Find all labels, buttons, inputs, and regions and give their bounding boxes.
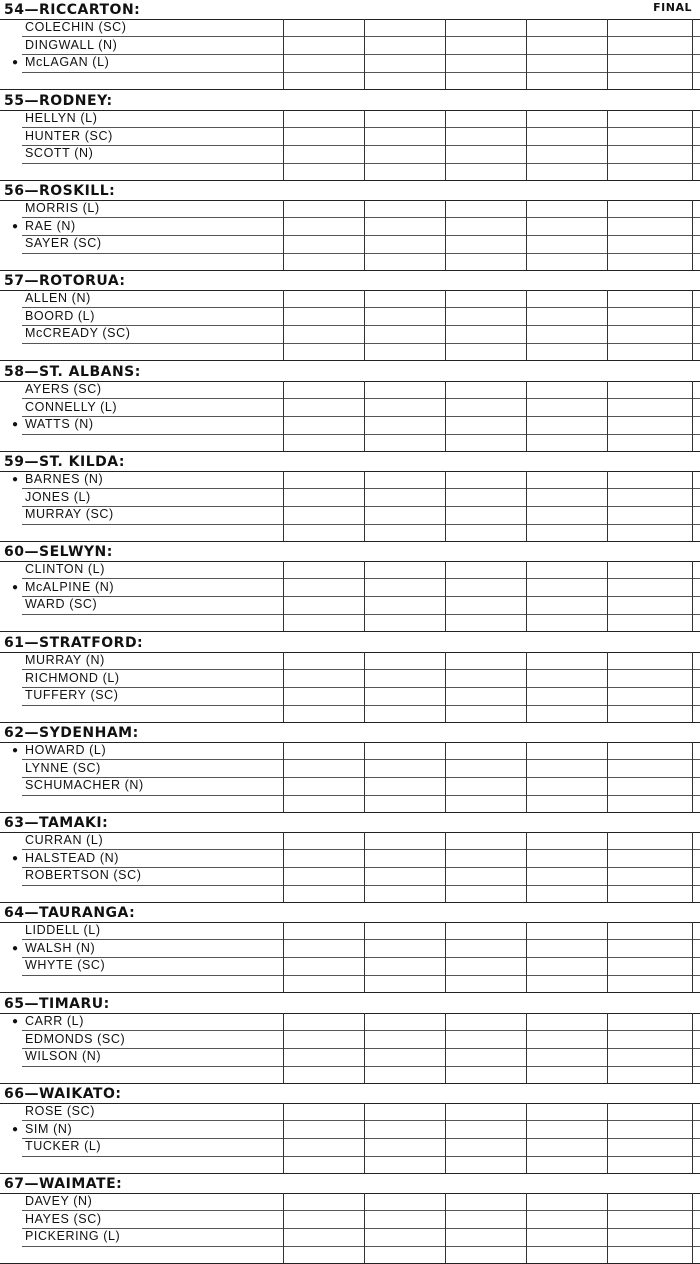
candidate-name: McCREADY (SC) <box>25 326 131 340</box>
candidate-row <box>12 561 105 578</box>
column-divider <box>283 832 284 902</box>
column-divider <box>607 381 608 451</box>
row-divider <box>22 307 700 308</box>
column-divider <box>526 1193 527 1263</box>
elected-bullet-icon: ● <box>12 1124 19 1135</box>
column-divider <box>283 652 284 722</box>
column-divider <box>445 381 446 451</box>
column-divider <box>364 832 365 902</box>
electorate-block <box>0 1174 700 1264</box>
column-divider <box>283 1193 284 1263</box>
column-divider <box>445 200 446 270</box>
electorate-block <box>0 0 700 90</box>
candidate-row <box>12 760 101 777</box>
candidate-name: ALLEN (N) <box>25 291 91 305</box>
electorate-heading: 66—WAIKATO: <box>4 1086 122 1102</box>
column-divider <box>692 652 693 722</box>
rule-line <box>0 631 700 632</box>
column-divider <box>445 652 446 722</box>
results-grid <box>0 1103 700 1174</box>
row-divider <box>22 849 700 850</box>
candidate-name: BARNES (N) <box>25 472 104 486</box>
candidate-row <box>12 489 91 506</box>
rule-line <box>0 110 700 111</box>
candidate-name: HALSTEAD (N) <box>25 851 120 865</box>
column-divider <box>607 1193 608 1263</box>
row-divider <box>22 957 700 958</box>
candidate-name: LIDDELL (L) <box>25 923 101 937</box>
rule-line <box>0 1013 700 1014</box>
candidate-name: WARD (SC) <box>25 597 98 611</box>
results-grid <box>0 471 700 542</box>
candidate-name: HUNTER (SC) <box>25 129 113 143</box>
candidate-name: SAYER (SC) <box>25 236 102 250</box>
electorate-block <box>0 271 700 361</box>
row-divider <box>22 145 700 146</box>
candidate-name: HOWARD (L) <box>25 743 107 757</box>
column-divider <box>607 561 608 631</box>
column-divider <box>526 561 527 631</box>
column-divider <box>526 290 527 360</box>
candidate-name: CLINTON (L) <box>25 562 105 576</box>
candidate-row <box>12 235 102 252</box>
candidate-row <box>12 1103 95 1120</box>
candidate-name: WATTS (N) <box>25 417 94 431</box>
column-divider <box>526 200 527 270</box>
row-divider <box>22 343 700 344</box>
column-divider <box>692 832 693 902</box>
rule-line <box>0 992 700 993</box>
column-divider <box>283 290 284 360</box>
column-divider <box>364 1103 365 1173</box>
column-divider <box>364 922 365 992</box>
column-divider <box>445 1103 446 1173</box>
elected-bullet-icon: ● <box>12 745 19 756</box>
candidate-row <box>12 399 117 416</box>
candidate-row <box>12 506 114 523</box>
candidate-row <box>12 1031 125 1048</box>
rule-line <box>0 922 700 923</box>
row-divider <box>22 72 700 73</box>
candidate-name: MURRAY (N) <box>25 653 105 667</box>
candidate-name: TUFFERY (SC) <box>25 688 119 702</box>
rule-line <box>0 561 700 562</box>
candidate-name: PICKERING (L) <box>25 1229 121 1243</box>
candidate-row <box>12 128 113 145</box>
electorate-block <box>0 362 700 452</box>
candidate-row <box>12 957 105 974</box>
column-divider <box>364 381 365 451</box>
column-divider <box>607 742 608 812</box>
row-divider <box>22 1228 700 1229</box>
final-status-label: FINAL <box>653 1 692 14</box>
column-divider <box>692 381 693 451</box>
column-divider <box>607 19 608 89</box>
electorate-heading: 62—SYDENHAM: <box>4 725 139 741</box>
row-divider <box>22 1156 700 1157</box>
elected-bullet-icon: ● <box>12 1016 19 1027</box>
candidate-name: JONES (L) <box>25 490 91 504</box>
electorate-block <box>0 91 700 181</box>
row-divider <box>22 127 700 128</box>
electorate-heading: 60—SELWYN: <box>4 544 113 560</box>
electorate-block <box>0 994 700 1084</box>
results-grid <box>0 1013 700 1084</box>
column-divider <box>607 471 608 541</box>
candidate-name: CURRAN (L) <box>25 833 104 847</box>
column-divider <box>692 1193 693 1263</box>
column-divider <box>364 471 365 541</box>
rule-line <box>0 89 700 90</box>
row-divider <box>22 795 700 796</box>
candidate-row <box>12 652 105 669</box>
elected-bullet-icon: ● <box>12 582 19 593</box>
candidate-row <box>12 308 95 325</box>
rule-line <box>0 1193 700 1194</box>
row-divider <box>22 885 700 886</box>
elected-bullet-icon: ● <box>12 853 19 864</box>
column-divider <box>445 471 446 541</box>
row-divider <box>22 235 700 236</box>
electorate-block <box>0 633 700 723</box>
candidate-row <box>12 1211 102 1228</box>
results-grid <box>0 1193 700 1264</box>
column-divider <box>283 381 284 451</box>
candidate-row <box>12 922 101 939</box>
row-divider <box>22 217 700 218</box>
candidate-name: TUCKER (L) <box>25 1139 102 1153</box>
results-grid <box>0 19 700 90</box>
column-divider <box>283 742 284 812</box>
column-divider <box>445 742 446 812</box>
column-divider <box>445 1193 446 1263</box>
column-divider <box>526 922 527 992</box>
candidate-name: CONNELLY (L) <box>25 400 118 414</box>
column-divider <box>607 200 608 270</box>
electorate-block <box>0 813 700 903</box>
column-divider <box>607 832 608 902</box>
candidate-row <box>12 1013 84 1030</box>
column-divider <box>526 1013 527 1083</box>
row-divider <box>22 163 700 164</box>
column-divider <box>526 19 527 89</box>
candidate-name: HELLYN (L) <box>25 111 98 125</box>
electorate-heading: 58—ST. ALBANS: <box>4 364 141 380</box>
results-grid <box>0 381 700 452</box>
column-divider <box>445 922 446 992</box>
candidate-name: BOORD (L) <box>25 309 95 323</box>
column-divider <box>283 471 284 541</box>
row-divider <box>22 1120 700 1121</box>
column-divider <box>283 1013 284 1083</box>
column-divider <box>364 1193 365 1263</box>
column-divider <box>526 110 527 180</box>
row-divider <box>22 939 700 940</box>
results-grid <box>0 832 700 903</box>
column-divider <box>283 200 284 270</box>
column-divider <box>283 561 284 631</box>
column-divider <box>445 832 446 902</box>
electorate-heading: 57—ROTORUA: <box>4 273 126 289</box>
column-divider <box>526 742 527 812</box>
row-divider <box>22 54 700 55</box>
column-divider <box>607 290 608 360</box>
column-divider <box>445 290 446 360</box>
row-divider <box>22 1210 700 1211</box>
candidate-row <box>12 1228 120 1245</box>
candidate-row <box>12 416 94 433</box>
row-divider <box>22 1048 700 1049</box>
results-grid <box>0 652 700 723</box>
electorate-heading: 63—TAMAKI: <box>4 815 109 831</box>
column-divider <box>607 1013 608 1083</box>
column-divider <box>445 1013 446 1083</box>
electorate-heading: 61—STRATFORD: <box>4 635 144 651</box>
rule-line <box>0 200 700 201</box>
row-divider <box>22 669 700 670</box>
row-divider <box>22 687 700 688</box>
candidate-name: MURRAY (SC) <box>25 507 114 521</box>
column-divider <box>445 110 446 180</box>
electorate-block <box>0 452 700 542</box>
candidate-row <box>12 850 119 867</box>
row-divider <box>22 253 700 254</box>
row-divider <box>22 524 700 525</box>
row-divider <box>22 36 700 37</box>
electorate-block <box>0 723 700 813</box>
results-grid <box>0 110 700 181</box>
electorate-heading: 55—RODNEY: <box>4 93 113 109</box>
electorate-heading: 56—ROSKILL: <box>4 183 116 199</box>
candidate-row <box>12 1138 101 1155</box>
candidate-row <box>12 777 144 794</box>
electorate-block <box>0 542 700 632</box>
electorate-heading: 67—WAIMATE: <box>4 1176 123 1192</box>
column-divider <box>692 742 693 812</box>
electorate-block <box>0 1084 700 1174</box>
candidate-name: RAE (N) <box>25 219 76 233</box>
candidate-row <box>12 1193 92 1210</box>
rule-line <box>0 360 700 361</box>
column-divider <box>692 1013 693 1083</box>
column-divider <box>364 19 365 89</box>
candidate-row <box>12 37 117 54</box>
candidate-name: DAVEY (N) <box>25 1194 93 1208</box>
elected-bullet-icon: ● <box>12 57 19 68</box>
row-divider <box>22 1066 700 1067</box>
results-grid <box>0 561 700 632</box>
column-divider <box>364 561 365 631</box>
candidate-name: ROSE (SC) <box>25 1104 95 1118</box>
candidate-name: McLAGAN (L) <box>25 55 110 69</box>
row-divider <box>22 614 700 615</box>
column-divider <box>692 110 693 180</box>
column-divider <box>526 1103 527 1173</box>
candidate-name: WHYTE (SC) <box>25 958 106 972</box>
results-grid <box>0 290 700 361</box>
column-divider <box>445 19 446 89</box>
candidate-row <box>12 670 120 687</box>
row-divider <box>22 578 700 579</box>
candidate-name: SCOTT (N) <box>25 146 94 160</box>
row-divider <box>22 975 700 976</box>
row-divider <box>22 1138 700 1139</box>
elected-bullet-icon: ● <box>12 221 19 232</box>
candidate-name: LYNNE (SC) <box>25 761 101 775</box>
electorate-block <box>0 903 700 993</box>
column-divider <box>692 290 693 360</box>
column-divider <box>283 1103 284 1173</box>
column-divider <box>364 110 365 180</box>
candidate-row <box>12 687 119 704</box>
candidate-row <box>12 381 102 398</box>
candidate-row <box>12 596 97 613</box>
candidate-name: RICHMOND (L) <box>25 671 120 685</box>
candidate-row <box>12 832 103 849</box>
candidate-name: SIM (N) <box>25 1122 73 1136</box>
candidate-row <box>12 54 109 71</box>
candidate-row <box>12 290 91 307</box>
row-divider <box>22 416 700 417</box>
candidate-name: ROBERTSON (SC) <box>25 868 142 882</box>
candidate-name: WILSON (N) <box>25 1049 102 1063</box>
candidate-row <box>12 218 76 235</box>
candidate-row <box>12 940 95 957</box>
elected-bullet-icon: ● <box>12 943 19 954</box>
column-divider <box>692 1103 693 1173</box>
candidate-row <box>12 1121 72 1138</box>
column-divider <box>526 652 527 722</box>
candidate-row <box>12 145 93 162</box>
column-divider <box>526 832 527 902</box>
candidate-row <box>12 19 127 36</box>
candidate-row <box>12 325 131 342</box>
candidate-name: SCHUMACHER (N) <box>25 778 144 792</box>
rule-line <box>0 381 700 382</box>
row-divider <box>22 506 700 507</box>
rule-line <box>0 832 700 833</box>
candidate-name: AYERS (SC) <box>25 382 102 396</box>
candidate-row <box>12 200 100 217</box>
candidate-row <box>12 579 114 596</box>
column-divider <box>526 381 527 451</box>
electorate-heading: 54—RICCARTON: <box>4 2 141 18</box>
electorate-heading: 64—TAURANGA: <box>4 905 136 921</box>
row-divider <box>22 434 700 435</box>
candidate-row <box>12 742 106 759</box>
column-divider <box>283 110 284 180</box>
column-divider <box>364 200 365 270</box>
column-divider <box>526 471 527 541</box>
row-divider <box>22 759 700 760</box>
column-divider <box>692 922 693 992</box>
column-divider <box>692 561 693 631</box>
column-divider <box>607 1103 608 1173</box>
candidate-name: McALPINE (N) <box>25 580 115 594</box>
results-grid <box>0 922 700 993</box>
column-divider <box>364 290 365 360</box>
candidate-name: WALSH (N) <box>25 941 96 955</box>
rule-line <box>0 1103 700 1104</box>
row-divider <box>22 596 700 597</box>
row-divider <box>22 488 700 489</box>
candidate-name: DINGWALL (N) <box>25 38 118 52</box>
results-grid <box>0 742 700 813</box>
column-divider <box>607 652 608 722</box>
electorate-block <box>0 181 700 271</box>
candidate-name: EDMONDS (SC) <box>25 1032 126 1046</box>
column-divider <box>364 1013 365 1083</box>
column-divider <box>364 742 365 812</box>
column-divider <box>364 652 365 722</box>
column-divider <box>692 200 693 270</box>
elected-bullet-icon: ● <box>12 474 19 485</box>
electorate-heading: 65—TIMARU: <box>4 996 110 1012</box>
column-divider <box>283 922 284 992</box>
candidate-row <box>12 867 142 884</box>
column-divider <box>445 561 446 631</box>
candidate-name: HAYES (SC) <box>25 1212 102 1226</box>
candidate-row <box>12 110 97 127</box>
row-divider <box>22 705 700 706</box>
elected-bullet-icon: ● <box>12 419 19 430</box>
candidate-name: MORRIS (L) <box>25 201 100 215</box>
candidate-row <box>12 1048 101 1065</box>
row-divider <box>22 398 700 399</box>
candidate-name: CARR (L) <box>25 1014 84 1028</box>
rule-line <box>0 471 700 472</box>
rule-line <box>0 652 700 653</box>
rule-line <box>0 290 700 291</box>
electorate-heading: 59—ST. KILDA: <box>4 454 125 470</box>
candidate-row <box>12 471 103 488</box>
results-grid <box>0 200 700 271</box>
column-divider <box>607 922 608 992</box>
column-divider <box>607 110 608 180</box>
candidate-name: COLECHIN (SC) <box>25 20 127 34</box>
column-divider <box>692 471 693 541</box>
column-divider <box>692 19 693 89</box>
column-divider <box>283 19 284 89</box>
row-divider <box>22 1246 700 1247</box>
